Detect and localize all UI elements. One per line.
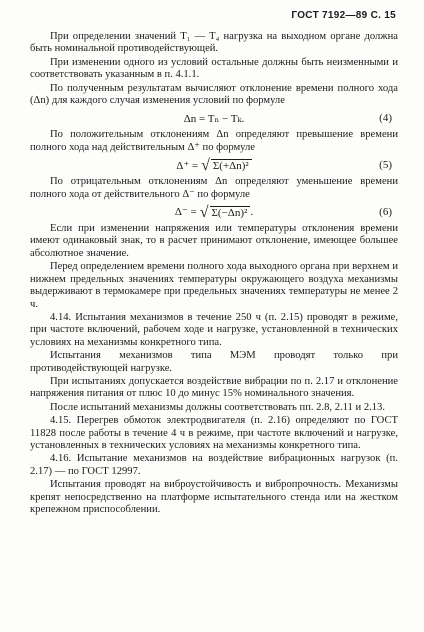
formula-radicand: Σ(−Δn)² bbox=[210, 206, 251, 219]
paragraph: Если при изменении напряжения или температуры отклонения времени имеют одинаковый знак, то в расчет принимают отклонение, имеющее большее абсолютное значение. bbox=[30, 223, 398, 259]
paragraph: Испытания проводят на виброустойчивость и вибропрочность. Механизмы крепят непосредственно на платформе испытательного стенда или на жестком крепежном приспособлении. bbox=[30, 479, 398, 515]
paragraph: Испытания механизмов типа МЭМ проводят только при противодействующей нагрузке. bbox=[30, 350, 398, 374]
radical-sign: √ bbox=[201, 156, 210, 174]
formula-number: (5) bbox=[379, 159, 392, 172]
paragraph: При определении значений T₁ — T₄ нагрузка на выходном органе должна быть номинальной противодействующей. bbox=[30, 31, 398, 55]
formula-expression: Δn = Tₙ − Tₖ. bbox=[183, 112, 245, 125]
page-header: ГОСТ 7192—89 С. 15 bbox=[291, 10, 396, 21]
formula-number: (4) bbox=[379, 112, 392, 125]
formula-6 bbox=[30, 203, 398, 222]
formula-number: (6) bbox=[379, 206, 392, 219]
paragraph: По отрицательным отклонениям Δn определяют уменьшение времени полного хода от действительного Δ⁻ по формуле bbox=[30, 176, 398, 200]
paragraph: По положительным отклонениям Δn определяют превышение времени полного хода над действительным Δ⁺ по формуле bbox=[30, 129, 398, 153]
paragraph: 4.15. Перегрев обмоток электродвигателя (п. 2.16) определяют по ГОСТ 11828 после работы в течение 4 ч в режиме, при частоте включений и нагрузке, установленных в технических условиях на механизмы конкретного типа. bbox=[30, 415, 398, 451]
paragraph: Перед определением времени полного хода выходного органа при верхнем и нижнем предельных значениях температуры окружающего воздуха механизмы выдерживают в термокамере при предельных значениях температуры не менее 2 ч. bbox=[30, 261, 398, 310]
formula-4 bbox=[30, 109, 398, 128]
paragraph: При изменении одного из условий остальные должны быть неизменными и соответствовать указанным в п. 4.1.1. bbox=[30, 56, 398, 81]
paragraph: По полученным результатам вычисляют отклонение времени полного хода (Δn) для каждого случая изменения условий по формуле bbox=[30, 82, 398, 107]
formula-5 bbox=[30, 156, 398, 175]
formula-radicand: Σ(+Δn)² bbox=[211, 159, 252, 172]
formula-lhs: Δ⁺ = bbox=[176, 159, 199, 172]
document-body bbox=[30, 31, 398, 517]
paragraph: При испытаниях допускается воздействие вибрации по п. 2.17 и отклонение напряжения питания от плюс 10 до минус 15% номинального значения. bbox=[30, 375, 398, 400]
paragraph: 4.16. Испытание механизмов на воздействие вибрационных нагрузок (п. 2.17) — по ГОСТ 12997. bbox=[30, 453, 398, 477]
formula-lhs: Δ⁻ = bbox=[174, 206, 197, 219]
radical-sign: √ bbox=[199, 203, 209, 221]
paragraph: 4.14. Испытания механизмов в течение 250 ч (п. 2.15) проводят в режиме, при частоте включений, рабочем ходе и нагрузке, установленной в технических условиях на механизмы конкретного типа. bbox=[30, 311, 398, 348]
formula-tail: . bbox=[250, 206, 254, 219]
paragraph: После испытаний механизмы должны соответствовать пп. 2.8, 2.11 и 2.13. bbox=[50, 401, 386, 413]
